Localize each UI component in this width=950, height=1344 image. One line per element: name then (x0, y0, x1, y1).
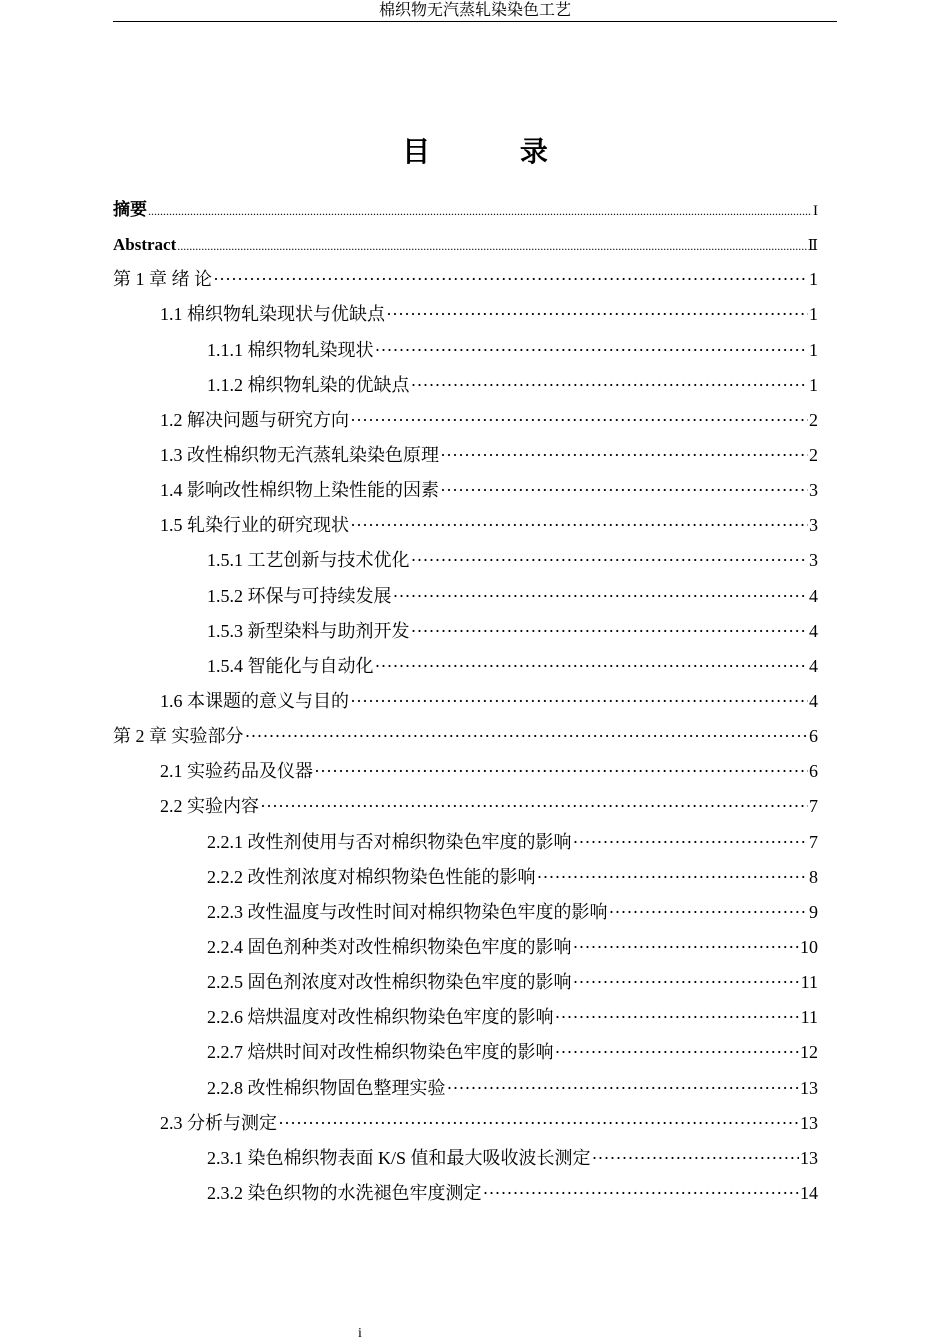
toc-dot-leader (609, 895, 809, 930)
toc-entry-label: 2.2.5 固色剂浓度对改性棉织物染色牢度的影响 (207, 972, 572, 993)
toc-entry[interactable] (113, 438, 818, 473)
toc-entry[interactable] (113, 579, 818, 614)
toc-entry[interactable] (113, 789, 818, 824)
toc-entry-page: 2 (809, 444, 818, 465)
toc-entry[interactable] (113, 965, 818, 1000)
toc-entry-label: 2.2.1 改性剂使用与否对棉织物染色牢度的影响 (207, 831, 572, 852)
toc-entry[interactable] (113, 1035, 818, 1070)
toc-entry-page: 1 (809, 304, 818, 325)
toc-dot-leader (314, 754, 808, 789)
toc-entry-page: 3 (809, 480, 818, 501)
toc-entry[interactable] (113, 227, 818, 262)
toc-entry-page: 4 (809, 690, 818, 711)
toc-entry-page: I (813, 203, 818, 219)
toc-entry-label: 第 1 章 绪 论 (113, 269, 212, 290)
toc-entry-page: 4 (809, 655, 818, 676)
toc-entry-label: 2.2 实验内容 (160, 796, 259, 817)
toc-entry[interactable] (113, 719, 818, 754)
toc-entry-label: 第 2 章 实验部分 (113, 726, 244, 747)
toc-dot-leader (573, 930, 800, 965)
toc-entry-label: 2.3.2 染色织物的水洗褪色牢度测定 (207, 1182, 482, 1203)
toc-entry[interactable] (113, 368, 818, 403)
toc-entry-label: 2.2.8 改性棉织物固色整理实验 (207, 1077, 446, 1098)
toc-dot-leader (555, 1035, 800, 1070)
toc-entry-page: 7 (809, 796, 818, 817)
toc-entry-page: 6 (809, 726, 818, 747)
toc-entry-page: 1 (809, 269, 818, 290)
toc-entry[interactable] (113, 473, 818, 508)
toc-dot-leader (440, 473, 808, 508)
toc-entry[interactable] (113, 262, 818, 297)
toc-entry-label: 1.1.2 棉织物轧染的优缺点 (207, 374, 410, 395)
running-header-title: 棉织物无汽蒸轧染染色工艺 (378, 2, 571, 19)
toc-entry[interactable] (113, 1176, 818, 1211)
toc-entry-page: 13 (800, 1077, 818, 1098)
toc-entry-page: 8 (809, 866, 818, 887)
toc-entry[interactable] (113, 1071, 818, 1106)
toc-entry-label: 2.2.2 改性剂浓度对棉织物染色性能的影响 (207, 866, 536, 887)
toc-entry[interactable] (113, 930, 818, 965)
toc-entry-label: 2.3.1 染色棉织物表面 K/S 值和最大吸收波长测定 (207, 1147, 591, 1168)
toc-entry[interactable] (113, 649, 818, 684)
running-header (113, 0, 837, 22)
toc-dot-leader (375, 333, 809, 368)
toc-dot-leader (573, 825, 809, 860)
toc-entry-label: 摘要 (113, 200, 147, 219)
toc-entry[interactable] (113, 1141, 818, 1176)
toc-dot-leader (573, 965, 800, 1000)
toc-entry-label: 1.1 棉织物轧染现状与优缺点 (160, 304, 385, 325)
toc-dot-leader (440, 438, 808, 473)
toc-entry-label: 1.1.1 棉织物轧染现状 (207, 339, 374, 360)
toc-entry[interactable] (113, 1000, 818, 1035)
toc-entry-label: 1.5.2 环保与可持续发展 (207, 585, 392, 606)
toc-entry[interactable] (113, 192, 818, 227)
toc-entry-label: 1.3 改性棉织物无汽蒸轧染染色原理 (160, 444, 439, 465)
toc-entry-page: 10 (800, 936, 818, 957)
toc-entry-label: 1.4 影响改性棉织物上染性能的因素 (160, 480, 439, 501)
toc-dot-leader (555, 1000, 800, 1035)
toc-dot-leader (483, 1176, 800, 1211)
toc-entry-label: 1.5.3 新型染料与助剂开发 (207, 620, 410, 641)
toc-entry[interactable] (113, 754, 818, 789)
toc-entry-page: 2 (809, 409, 818, 430)
toc-dot-leader (245, 719, 809, 754)
toc-entry[interactable] (113, 297, 818, 332)
toc-entry[interactable] (113, 403, 818, 438)
toc-entry[interactable] (113, 684, 818, 719)
toc-entry-page: 3 (809, 515, 818, 536)
toc-entry-label: 1.5.4 智能化与自动化 (207, 655, 374, 676)
toc-entry-label: 2.2.6 焙烘温度对改性棉织物染色牢度的影响 (207, 1007, 554, 1028)
toc-entry-page: 4 (809, 620, 818, 641)
toc-entry-page: 1 (809, 339, 818, 360)
toc-entry-label: 2.1 实验药品及仪器 (160, 761, 313, 782)
toc-entry[interactable] (113, 614, 818, 649)
toc-entry[interactable] (113, 895, 818, 930)
toc-dot-leader (213, 262, 808, 297)
toc-entry[interactable] (113, 333, 818, 368)
toc-dot-leader (537, 860, 809, 895)
toc-entry-label: 2.2.7 焙烘时间对改性棉织物染色牢度的影响 (207, 1042, 554, 1063)
toc-dot-leader (386, 297, 808, 332)
toc-dot-leader (177, 227, 807, 264)
table-of-contents (113, 192, 818, 1211)
toc-entry-page: 1 (809, 374, 818, 395)
toc-dot-leader (447, 1071, 800, 1106)
toc-entry-label: 2.3 分析与测定 (160, 1112, 277, 1133)
toc-entry-page: 12 (800, 1042, 818, 1063)
toc-entry-label: 2.2.4 固色剂种类对改性棉织物染色牢度的影响 (207, 936, 572, 957)
toc-entry-page: 6 (809, 761, 818, 782)
toc-entry-page: 13 (800, 1112, 818, 1133)
toc-entry-page: 13 (800, 1147, 818, 1168)
page-number: i (358, 1326, 362, 1341)
toc-entry-label: 1.5.1 工艺创新与技术优化 (207, 550, 410, 571)
toc-entry-label: 1.5 轧染行业的研究现状 (160, 515, 349, 536)
toc-entry-page: Ⅱ (807, 238, 818, 255)
toc-dot-leader (393, 579, 809, 614)
toc-dot-leader (350, 508, 808, 543)
toc-dot-leader (350, 403, 808, 438)
toc-dot-leader (148, 192, 812, 229)
toc-dot-leader (350, 684, 808, 719)
toc-entry-page: 9 (809, 901, 818, 922)
toc-entry-page: 3 (809, 550, 818, 571)
toc-entry[interactable] (113, 825, 818, 860)
toc-dot-leader (375, 649, 809, 684)
toc-entry[interactable] (113, 508, 818, 543)
toc-entry-label: 2.2.3 改性温度与改性时间对棉织物染色牢度的影响 (207, 901, 608, 922)
toc-dot-leader (592, 1141, 799, 1176)
toc-entry-label: Abstract (113, 235, 177, 255)
toc-entry[interactable] (113, 1106, 818, 1141)
toc-entry-page: 11 (800, 972, 818, 993)
toc-dot-leader (411, 614, 809, 649)
toc-title: 目 录 (402, 135, 588, 168)
toc-dot-leader (278, 1106, 799, 1141)
toc-entry-page: 7 (809, 831, 818, 852)
toc-entry-page: 4 (809, 585, 818, 606)
toc-dot-leader (411, 543, 809, 578)
toc-entry-page: 11 (800, 1007, 818, 1028)
toc-entry-label: 1.2 解决问题与研究方向 (160, 409, 349, 430)
toc-entry[interactable] (113, 543, 818, 578)
toc-dot-leader (411, 368, 809, 403)
toc-entry-label: 1.6 本课题的意义与目的 (160, 690, 349, 711)
toc-entry-page: 14 (800, 1182, 818, 1203)
toc-dot-leader (260, 789, 808, 824)
toc-entry[interactable] (113, 860, 818, 895)
